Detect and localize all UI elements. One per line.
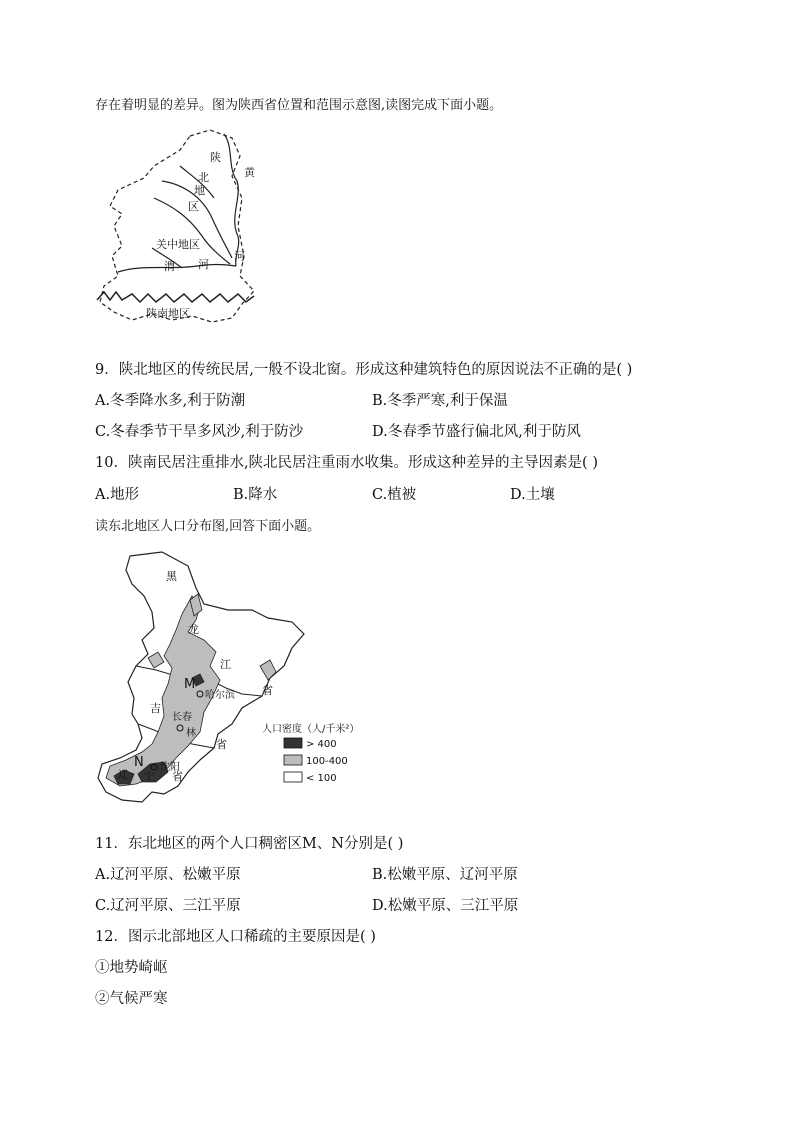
q9-option-a[interactable]: A.冬季降水多,利于防潮 [95, 393, 246, 409]
wei-river [118, 265, 236, 273]
q11-option-a[interactable]: A.辽河平原、松嫩平原 [95, 867, 241, 883]
legend-swatch-mid [284, 755, 302, 765]
northeast-population-map [92, 548, 362, 818]
qinling-mountains [97, 292, 254, 302]
map1-label: 陕 [210, 151, 221, 164]
map1-label: 渭 [164, 260, 175, 273]
q11-option-d[interactable]: D.松嫩平原、三江平原 [372, 898, 519, 914]
map2-label: 沈阳 [160, 762, 180, 773]
map2-label: 省 [216, 738, 227, 751]
legend-swatch-low [284, 772, 302, 782]
map2-label: 哈尔滨 [205, 690, 235, 701]
q9-option-d[interactable]: D.冬春季节盛行偏北风,利于防风 [372, 424, 581, 440]
map1-label: 河 [198, 258, 209, 271]
intro-text: 存在着明显的差异。图为陕西省位置和范围示意图,读图完成下面小题。 [95, 98, 503, 113]
q10-option-b[interactable]: B.降水 [233, 487, 278, 503]
map1-label: 地 [194, 184, 205, 197]
legend-label-low: < 100 [306, 773, 337, 784]
map1-label: 关中地区 [156, 238, 200, 251]
q9-option-b[interactable]: B.冬季严寒,利于保温 [372, 393, 508, 409]
q12-item-1: ①地势崎岖 [95, 960, 168, 976]
intro-text-2: 读东北地区人口分布图,回答下面小题。 [95, 519, 321, 534]
q11-stem: 11．东北地区的两个人口稠密区M、N分别是( ) [95, 836, 404, 852]
legend-swatch-high [284, 738, 302, 748]
map2-label: 黑 [166, 570, 177, 583]
map2-label: 江 [220, 658, 231, 671]
map2-label: 龙 [188, 623, 199, 636]
map2-label: 省 [262, 684, 273, 697]
q9-option-c[interactable]: C.冬春季节干旱多风沙,利于防沙 [95, 424, 304, 440]
map2-label: 吉 [150, 702, 161, 715]
legend-title: 人口密度（人/千米²） [262, 724, 360, 735]
q12-stem: 12．图示北部地区人口稀疏的主要原因是( ) [95, 929, 376, 945]
map2-label: 省 [172, 770, 183, 783]
q11-option-c[interactable]: C.辽河平原、三江平原 [95, 898, 241, 914]
map1-label: 区 [188, 200, 199, 213]
q10-stem: 10．陕南民居注重排水,陕北民居注重雨水收集。形成这种差异的主导因素是( ) [95, 455, 598, 471]
map1-label: 黄 [244, 166, 255, 179]
map2-label: N [134, 755, 144, 770]
map1-label: 河 [234, 250, 245, 263]
shaanxi-map [92, 126, 267, 326]
legend-label-mid: 100-400 [306, 756, 348, 767]
q9-stem: 9．陕北地区的传统民居,一般不设北窗。形成这种建筑特色的原因说法不正确的是( ) [95, 362, 633, 378]
map2-label: M [184, 677, 196, 692]
q12-item-2: ②气候严寒 [95, 991, 168, 1007]
map2-label: 林 [186, 728, 196, 739]
map2-label: 辽 [118, 770, 128, 781]
legend [262, 722, 359, 784]
q10-option-a[interactable]: A.地形 [95, 487, 140, 503]
map2-label: 长春 [172, 712, 192, 723]
map1-label: 陕南地区 [146, 307, 190, 320]
map1-label: 北 [198, 171, 209, 184]
legend-label-high: > 400 [306, 739, 337, 750]
q11-option-b[interactable]: B.松嫩平原、辽河平原 [372, 867, 518, 883]
q10-option-d[interactable]: D.土壤 [510, 487, 555, 503]
map2-label: 宁 [144, 772, 154, 783]
q10-option-c[interactable]: C.植被 [372, 487, 417, 503]
